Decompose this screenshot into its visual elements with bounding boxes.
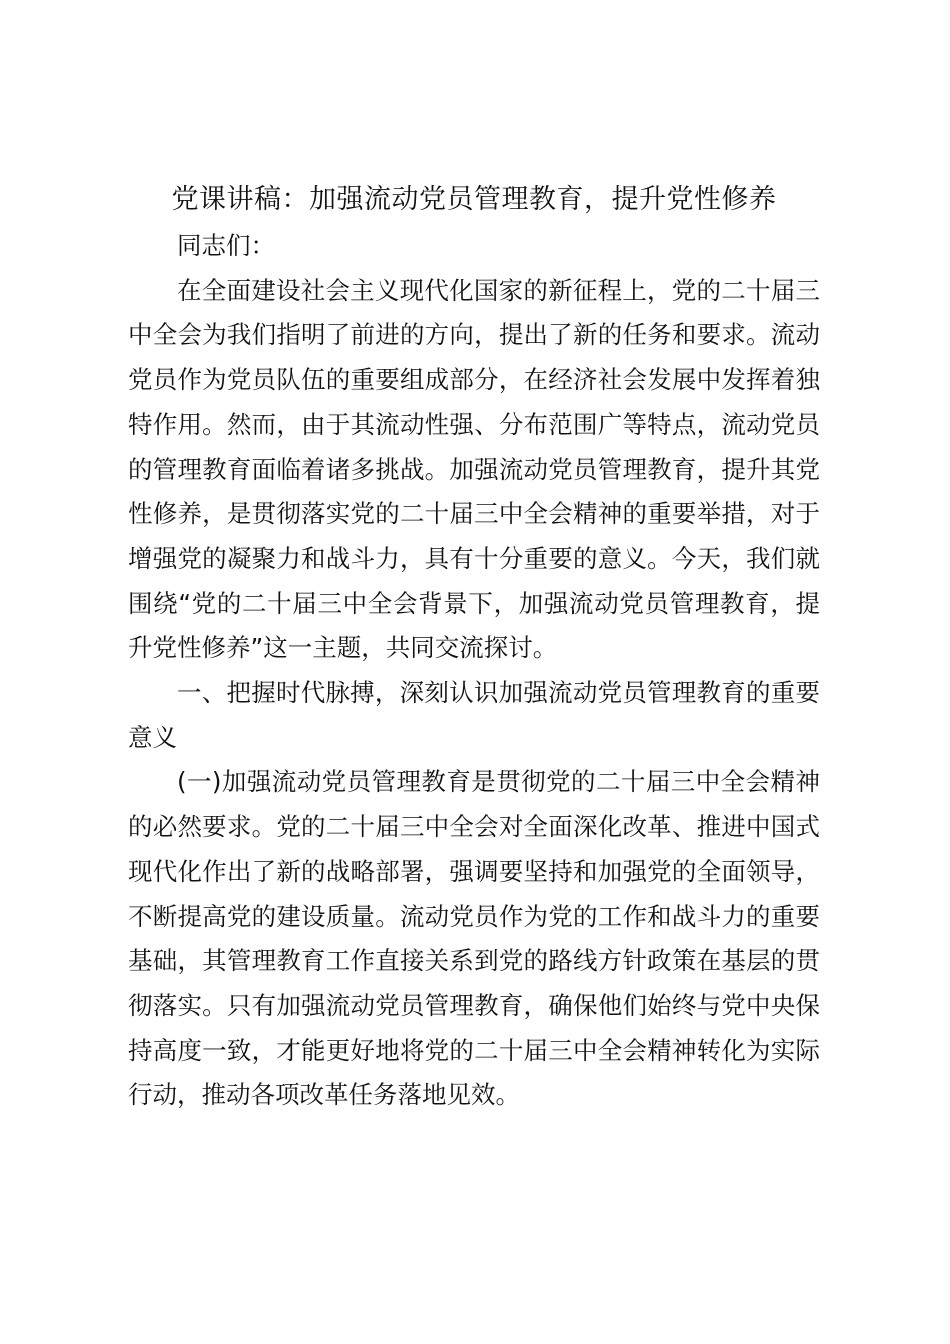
salutation: 同志们： [177,231,275,260]
intro-paragraph: 在全面建设社会主义现代化国家的新征程上，党的二十届三中全会为我们指明了前进的方向，提出了新的任务和要求。流动党员作为党员队伍的重要组成部分，在经济社会发展中发挥着独特作用。然而，由于其流动性强、分布范围广等特点，流动党员的管理教育面临着诸多挑战。加强流动党员管理教育，提升其党性修养，是贯彻落实党的二十届三中全会精神的重要举措，对于增强党的凝聚力和战斗力，具有十分重要的意义。今天，我们就围绕“党的二十届三中全会背景下，加强流动党员管理教育，提升党性修养”这一主题，共同交流探讨。 [128,275,820,663]
subsection-paragraph-1: (一)加强流动党员管理教育是贯彻党的二十届三中全会精神的必然要求。党的二十届三中全会对全面深化改革、推进中国式现代化作出了新的战略部署，强调要坚持和加强党的全面领导，不断提高党的建设质量。流动党员作为党的工作和战斗力的重要基础，其管理教育工作直接关系到党的路线方针政策在基层的贯彻落实。只有加强流动党员管理教育，确保他们始终与党中央保持高度一致，才能更好地将党的二十届三中全会精神转化为实际行动，推动各项改革任务落地见效。 [128,767,820,1110]
document-body [128,176,820,1118]
document-title: 党课讲稿：加强流动党员管理教育，提升党性修养 [171,184,777,215]
section-heading-1: 一、把握时代脉搏，深刻认识加强流动党员管理教育的重要意义 [128,678,820,752]
